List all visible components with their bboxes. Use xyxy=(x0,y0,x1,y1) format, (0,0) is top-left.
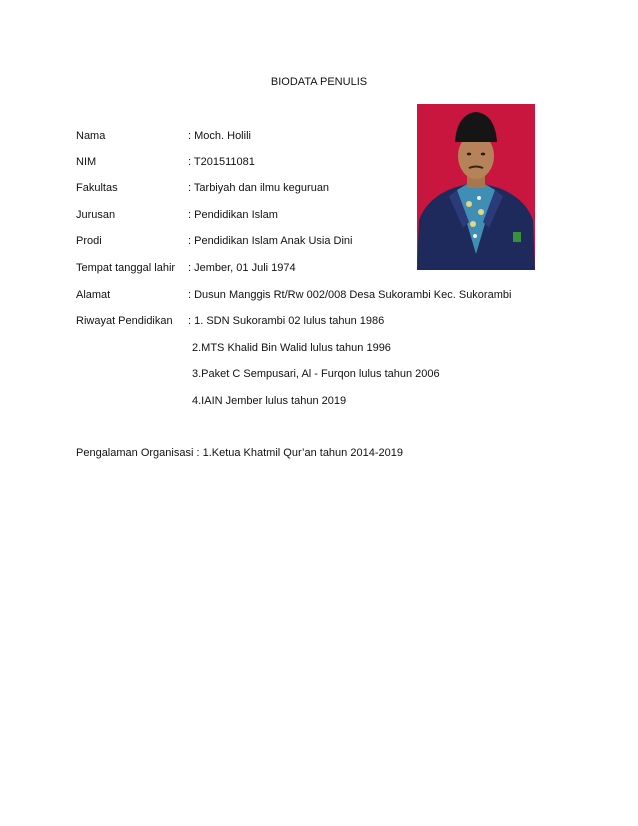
author-photo xyxy=(417,104,535,270)
field-value: : Moch. Holili xyxy=(188,130,251,142)
field-value: : Tarbiyah dan ilmu keguruan xyxy=(188,182,330,194)
organization-experience: Pengalaman Organisasi : 1.Ketua Khatmil Qur’an tahun 2014-2019 xyxy=(76,447,403,459)
field-value: : T201511081 xyxy=(188,156,255,168)
field-label: Alamat xyxy=(76,289,111,301)
education-item: 3.Paket C Sempusari, Al - Furqon lulus tahun 2006 xyxy=(192,368,440,380)
field-label: Riwayat Pendidikan xyxy=(76,315,173,327)
field-label: NIM xyxy=(76,156,97,168)
education-item: 2.MTS Khalid Bin Walid lulus tahun 1996 xyxy=(192,342,391,354)
education-item: 4.IAIN Jember lulus tahun 2019 xyxy=(192,395,347,407)
field-label: Tempat tanggal lahir xyxy=(76,262,176,274)
field-value: : 1. SDN Sukorambi 02 lulus tahun 1986 xyxy=(188,315,385,327)
field-label: Fakultas xyxy=(76,182,118,194)
document-title: BIODATA PENULIS xyxy=(270,76,368,88)
field-value: : Pendidikan Islam Anak Usia Dini xyxy=(188,235,353,247)
field-label: Jurusan xyxy=(76,209,116,221)
field-value: : Dusun Manggis Rt/Rw 002/008 Desa Sukorambi Kec. Sukorambi xyxy=(188,289,512,301)
field-value: : Jember, 01 Juli 1974 xyxy=(188,262,296,274)
field-label: Prodi xyxy=(76,235,102,247)
person-portrait-icon xyxy=(417,104,535,270)
field-label: Nama xyxy=(76,130,106,142)
field-value: : Pendidikan Islam xyxy=(188,209,278,221)
